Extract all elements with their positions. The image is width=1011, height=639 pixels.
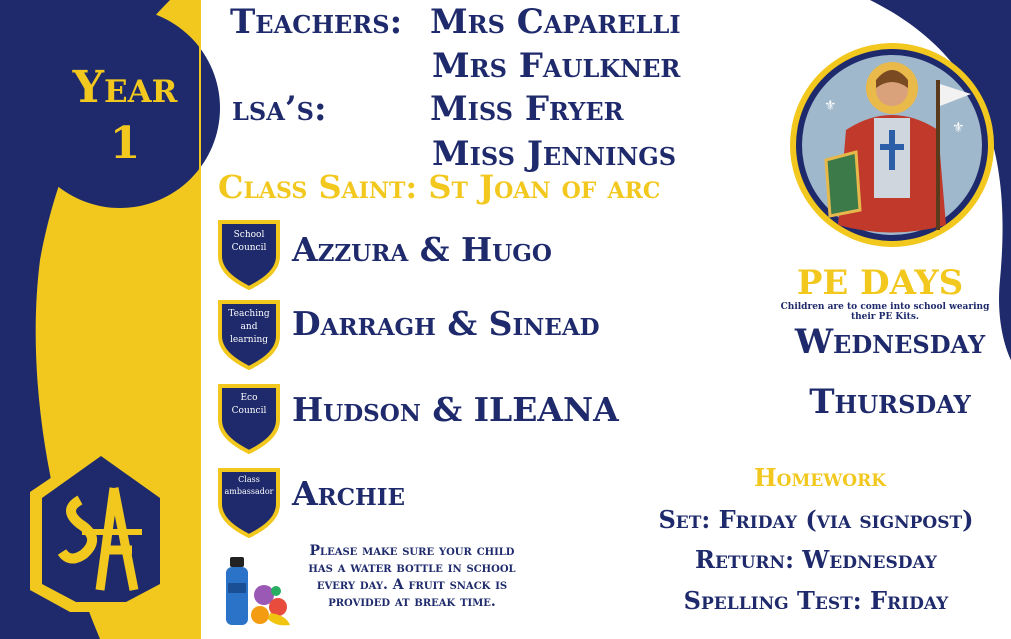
water-bottle-fruit-icon <box>220 555 296 629</box>
teachers-label: Teachers: <box>230 2 403 42</box>
badge-line: Council <box>231 243 267 253</box>
teacher-1: Mrs Caparelli <box>430 2 681 42</box>
lsa-label: lsa’s: <box>232 89 327 129</box>
teacher-2: Mrs Faulkner <box>432 46 681 86</box>
lsa-1: Miss Fryer <box>430 89 624 129</box>
role-names: Archie <box>292 474 406 513</box>
year-badge <box>40 60 210 172</box>
badge-line: School <box>233 230 265 240</box>
role-names: Hudson & ILEANA <box>292 390 619 429</box>
shield-icon <box>216 296 282 370</box>
badge-line: learning <box>229 335 269 345</box>
lsa-2: Miss Jennings <box>432 134 677 174</box>
school-crest-icon <box>22 440 180 616</box>
svg-text:⚜: ⚜ <box>952 120 965 136</box>
homework-title: Homework <box>753 463 887 492</box>
pe-day: Thursday <box>809 382 971 422</box>
badge-line: Teaching <box>228 309 270 319</box>
pe-day: Wednesday <box>794 322 986 362</box>
homework-line: Return: Wednesday <box>695 545 937 574</box>
badge-line: Eco <box>240 393 258 403</box>
year-number: 1 <box>109 118 141 169</box>
badge-line: ambassador <box>224 487 274 496</box>
svg-text:⚜: ⚜ <box>824 98 837 114</box>
pe-note: Children are to come into school wearing their PE Kits. <box>780 302 990 322</box>
badge-line: Council <box>231 406 267 416</box>
role-names: Azzura & Hugo <box>292 230 552 269</box>
class-saint: Class Saint: St Joan of arc <box>218 168 661 206</box>
year-word: Year <box>72 62 178 113</box>
shield-icon <box>216 464 282 538</box>
saint-portrait-icon <box>786 40 998 250</box>
role-names: Darragh & Sinead <box>292 304 600 343</box>
water-note: Please make sure your child has a water bottle in school every day. A fruit snack is provided at break time. <box>308 543 516 610</box>
homework-line: Spelling Test: Friday <box>683 586 949 615</box>
badge-line: Class <box>238 475 260 484</box>
homework-line: Set: Friday (via signpost) <box>658 505 974 534</box>
pe-days-title: PE DAYS <box>796 263 964 303</box>
shield-icon <box>216 380 282 454</box>
shield-icon <box>216 216 282 290</box>
badge-line: and <box>240 322 258 332</box>
